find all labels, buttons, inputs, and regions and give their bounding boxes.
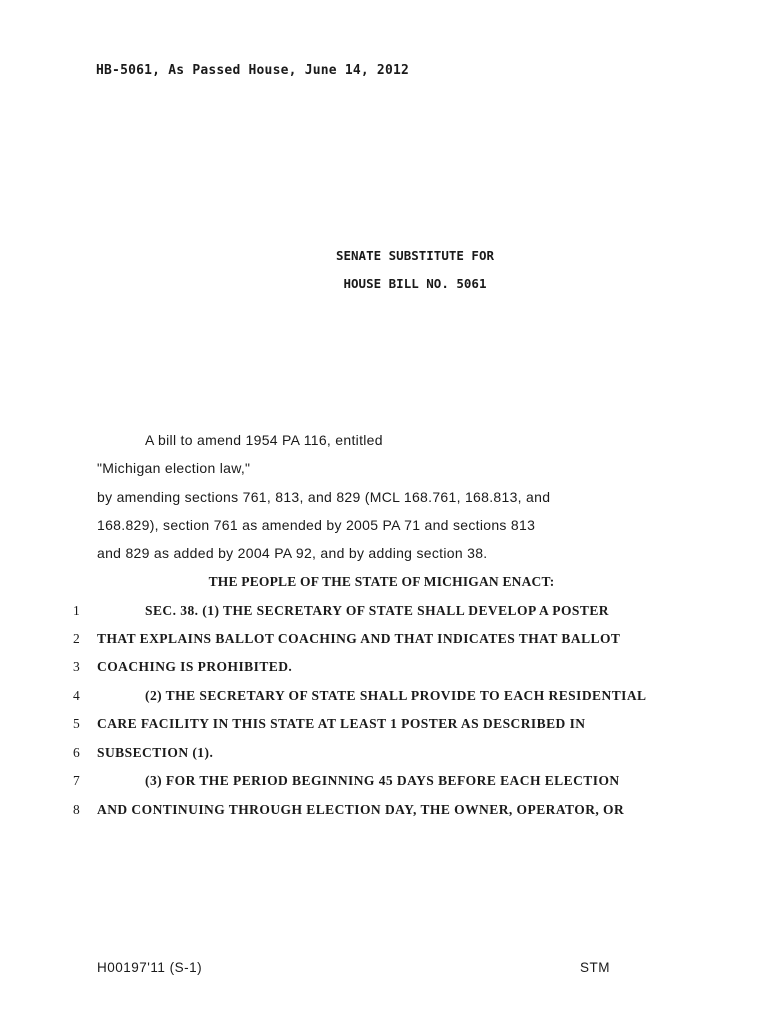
line-number: 2	[73, 631, 80, 646]
intro-line-2: "Michigan election law,"	[97, 460, 251, 476]
bill-title-line-2: HOUSE BILL NO. 5061	[343, 276, 487, 291]
body-line: SEC. 38. (1) THE SECRETARY OF STATE SHALL DEVELOP A POSTER	[145, 603, 609, 618]
body-line: COACHING IS PROHIBITED.	[97, 659, 293, 674]
body-line: (3) FOR THE PERIOD BEGINNING 45 DAYS BEFORE EACH ELECTION	[145, 773, 620, 788]
line-number: 4	[73, 688, 80, 703]
line-number: 1	[73, 603, 80, 618]
footer-doc-id: H00197'11 (S-1)	[97, 960, 203, 975]
line-number: 7	[73, 773, 80, 788]
body-line: AND CONTINUING THROUGH ELECTION DAY, THE OWNER, OPERATOR, OR	[97, 802, 625, 817]
intro-line-3: by amending sections 761, 813, and 829 (MCL 168.761, 168.813, and	[97, 489, 551, 505]
running-header: HB-5061, As Passed House, June 14, 2012	[96, 63, 410, 78]
line-number: 3	[73, 659, 80, 674]
line-number: 5	[73, 716, 80, 731]
body-line: THAT EXPLAINS BALLOT COACHING AND THAT INDICATES THAT BALLOT	[97, 631, 621, 646]
intro-line-5: and 829 as added by 2004 PA 92, and by adding section 38.	[97, 545, 488, 561]
footer-drafter: STM	[580, 960, 610, 975]
bill-title-line-1: SENATE SUBSTITUTE FOR	[335, 248, 495, 263]
intro-line-4: 168.829), section 761 as amended by 2005 PA 71 and sections 813	[97, 517, 536, 533]
body-line: (2) THE SECRETARY OF STATE SHALL PROVIDE TO EACH RESIDENTIAL	[145, 688, 647, 703]
line-number: 8	[73, 802, 80, 817]
body-line: SUBSECTION (1).	[97, 745, 214, 760]
enacting-clause: THE PEOPLE OF THE STATE OF MICHIGAN ENACT:	[208, 574, 555, 589]
line-number: 6	[73, 745, 80, 760]
intro-line-1: A bill to amend 1954 PA 116, entitled	[145, 432, 383, 448]
body-line: CARE FACILITY IN THIS STATE AT LEAST 1 POSTER AS DESCRIBED IN	[97, 716, 586, 731]
